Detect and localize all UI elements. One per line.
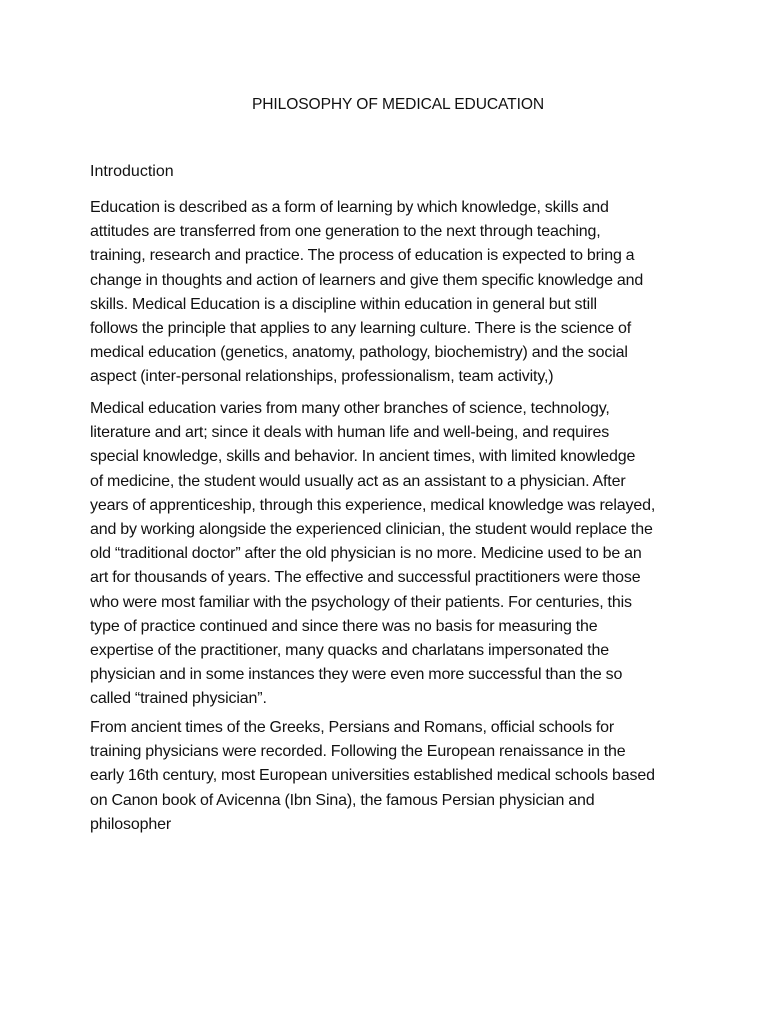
paragraph-line: special knowledge, skills and behavior. In ancient times, with limited knowledge bbox=[90, 448, 636, 466]
paragraph-line: physician and in some instances they were even more successful than the so bbox=[90, 666, 623, 684]
paragraph-line: change in thoughts and action of learners and give them specific knowledge and bbox=[90, 271, 644, 289]
paragraph-line: training physicians were recorded. Following the European renaissance in the bbox=[90, 743, 626, 761]
paragraph-line: follows the principle that applies to any learning culture. There is the science of bbox=[90, 320, 632, 338]
paragraph-line: and by working alongside the experienced clinician, the student would replace the bbox=[90, 521, 653, 539]
paragraph-line: on Canon book of Avicenna (Ibn Sina), the famous Persian physician and bbox=[90, 791, 595, 809]
paragraph-line: early 16th century, most European universities established medical schools based bbox=[90, 767, 655, 785]
paragraph-line: of medicine, the student would usually act as an assistant to a physician. After bbox=[90, 472, 626, 490]
paragraph-line: years of apprenticeship, through this experience, medical knowledge was relayed, bbox=[90, 496, 656, 514]
paragraph-line: art for thousands of years. The effective and successful practitioners were those bbox=[90, 569, 641, 587]
paragraph-line: From ancient times of the Greeks, Persians and Romans, official schools for bbox=[90, 719, 615, 736]
paragraph-line: skills. Medical Education is a discipline within education in general but still bbox=[90, 295, 597, 313]
paragraph-line: medical education (genetics, anatomy, pathology, biochemistry) and the social bbox=[90, 344, 628, 362]
paragraph-line: Education is described as a form of learning by which knowledge, skills and bbox=[90, 199, 609, 216]
paragraph-line: type of practice continued and since there was no basis for measuring the bbox=[90, 617, 598, 635]
paragraph-line: Medical education varies from many other branches of science, technology, bbox=[90, 400, 610, 417]
paragraph-line: called “trained physician”. bbox=[90, 690, 267, 708]
paragraph-2 bbox=[90, 397, 690, 712]
section-heading-introduction: Introduction bbox=[90, 163, 174, 180]
paragraph-line: expertise of the practitioner, many quacks and charlatans impersonated the bbox=[90, 642, 609, 660]
paragraph-line: training, research and practice. The process of education is expected to bring a bbox=[90, 247, 635, 265]
paragraph-line: philosopher bbox=[90, 815, 172, 833]
paragraph-line: aspect (inter-personal relationships, professionalism, team activity,) bbox=[90, 368, 554, 386]
document-title: PHILOSOPHY OF MEDICAL EDUCATION bbox=[251, 96, 545, 113]
paragraph-line: old “traditional doctor” after the old physician is no more. Medicine used to be an bbox=[90, 545, 642, 563]
paragraph-1 bbox=[90, 196, 690, 390]
paragraph-line: who were most familiar with the psychology of their patients. For centuries, this bbox=[90, 593, 632, 611]
paragraph-line: literature and art; since it deals with human life and well-being, and requires bbox=[90, 424, 610, 442]
paragraph-3 bbox=[90, 716, 690, 837]
paragraph-line: attitudes are transferred from one generation to the next through teaching, bbox=[90, 223, 601, 241]
